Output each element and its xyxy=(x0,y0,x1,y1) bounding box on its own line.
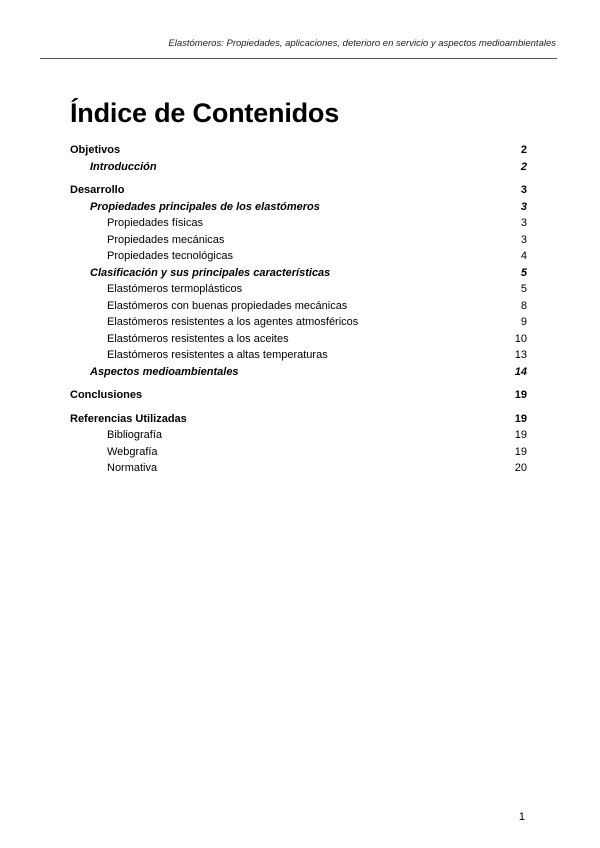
toc-entry-webgrafia[interactable]: Webgrafía 19 xyxy=(107,445,527,458)
toc-entry-objetivos[interactable]: Objetivos 2 xyxy=(70,144,527,156)
table-of-contents xyxy=(70,142,527,477)
toc-entry-propiedades-tecnologicas[interactable]: Propiedades tecnológicas 4 xyxy=(107,250,527,262)
toc-entry-introduccion[interactable]: Introducción 2 xyxy=(90,160,527,173)
header-divider xyxy=(40,58,557,59)
toc-entry-aceites[interactable]: Elastómeros resistentes a los aceites 10 xyxy=(107,332,527,345)
page-title: Índice de Contenidos xyxy=(70,98,340,128)
toc-entry-bibliografia[interactable]: Bibliografía 19 xyxy=(107,429,527,441)
toc-entry-altas-temperaturas[interactable]: Elastómeros resistentes a altas temperaturas 13 xyxy=(107,349,527,361)
toc-entry-buenas-propiedades-mecanicas[interactable]: Elastómeros con buenas propiedades mecánicas 8 xyxy=(107,299,527,312)
toc-entry-normativa[interactable]: Normativa 20 xyxy=(107,462,527,474)
toc-entry-referencias[interactable]: Referencias Utilizadas 19 xyxy=(70,412,527,425)
toc-entry-conclusiones[interactable]: Conclusiones 19 xyxy=(70,389,527,401)
toc-entry-aspectos-medioambientales[interactable]: Aspectos medioambientales 14 xyxy=(90,365,527,378)
toc-entry-propiedades-mecanicas[interactable]: Propiedades mecánicas 3 xyxy=(107,233,527,246)
toc-entry-propiedades-fisicas[interactable]: Propiedades físicas 3 xyxy=(107,217,527,229)
toc-entry-clasificacion[interactable]: Clasificación y sus principales características 5 xyxy=(90,266,527,279)
page-number: 1 xyxy=(518,811,525,823)
toc-entry-propiedades-principales[interactable]: Propiedades principales de los elastómeros 3 xyxy=(90,200,527,213)
running-header: Elastómeros: Propiedades, aplicaciones, deterioro en servicio y aspectos medioambientales xyxy=(168,38,556,49)
toc-entry-termoplasticos[interactable]: Elastómeros termoplásticos 5 xyxy=(107,283,527,295)
toc-entry-agentes-atmosfericos[interactable]: Elastómeros resistentes a los agentes atmosféricos 9 xyxy=(107,316,527,328)
toc-entry-desarrollo[interactable]: Desarrollo 3 xyxy=(70,184,527,196)
